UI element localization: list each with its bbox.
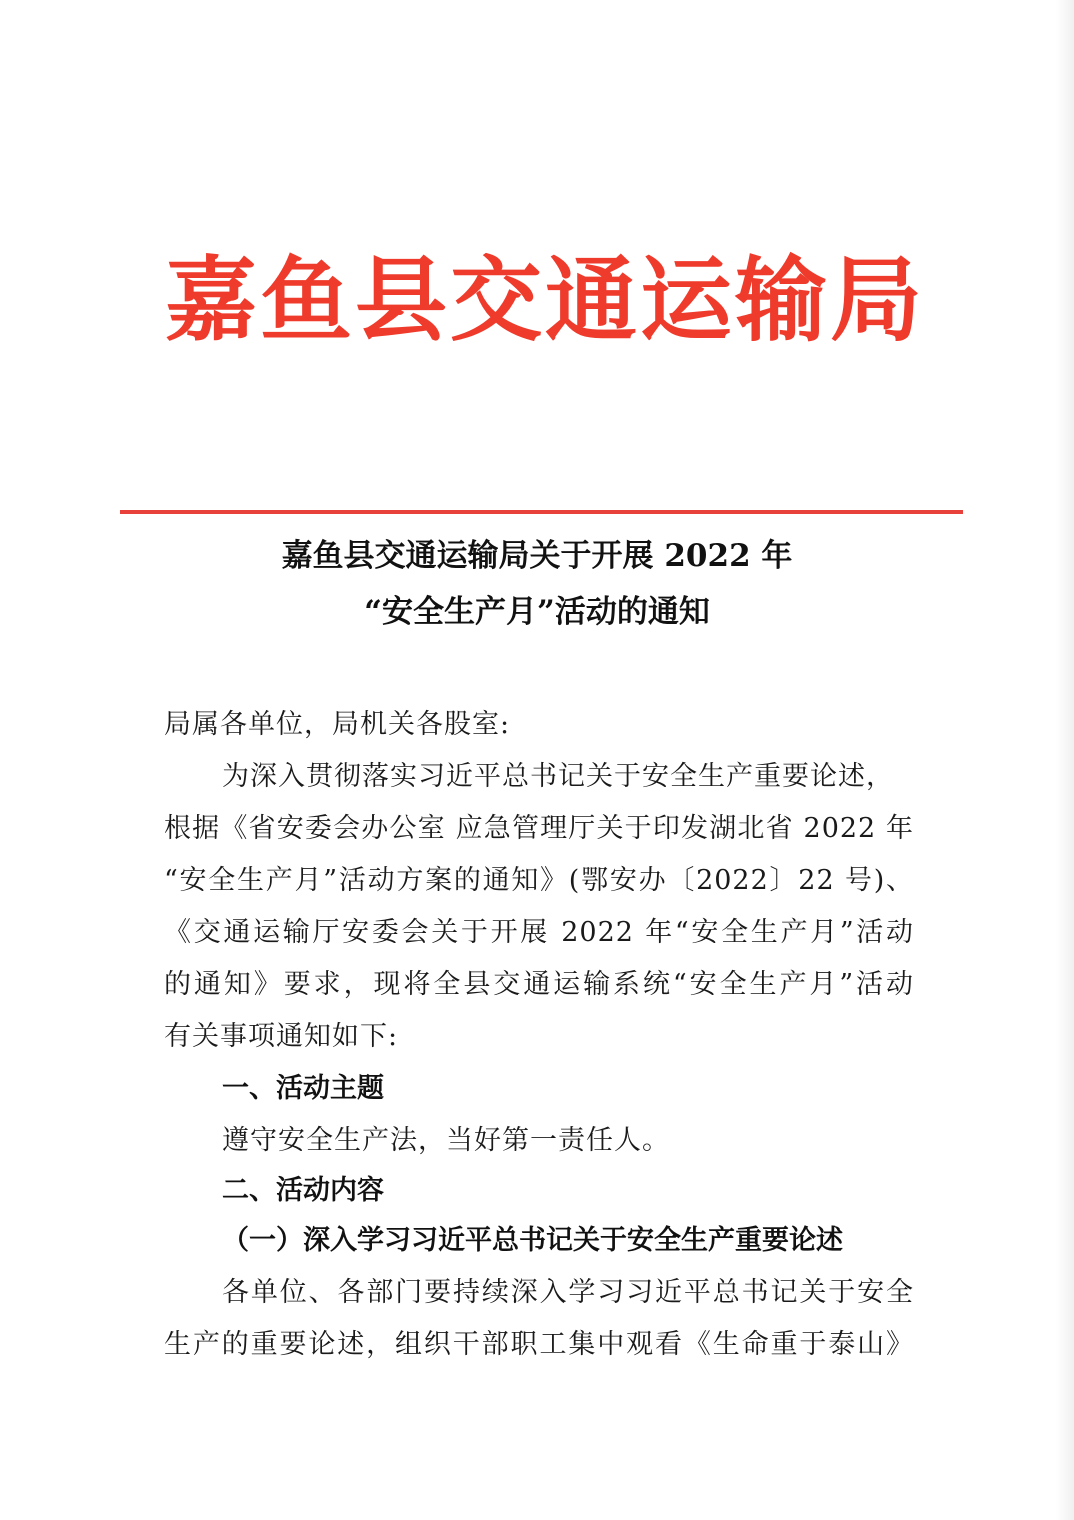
letterhead-red-rule [120,510,963,514]
letterhead-org-name: 嘉鱼县交通运输局 [164,246,925,354]
intro-line-3: “安全生产月”活动方案的通知》(鄂安办〔2022〕22 号)、 [164,865,914,896]
intro-line-1: 为深入贯彻落实习近平总书记关于安全生产重要论述， [222,761,894,792]
intro-line-4: 《交通运输厅安委会关于开展 2022 年“安全生产月”活动 [164,917,914,948]
section-1-heading: 一、活动主题 [222,1073,384,1104]
section-2-heading: 二、活动内容 [222,1175,384,1206]
section-2-sub-1-line-2: 生产的重要论述，组织干部职工集中观看《生命重于泰山》 [164,1329,914,1360]
intro-line-6: 有关事项通知如下: [164,1021,399,1052]
section-2-sub-1-line-1: 各单位、各部门要持续深入学习习近平总书记关于安全 [222,1277,914,1308]
section-2-subheading-1: （一）深入学习习近平总书记关于安全生产重要论述 [222,1225,843,1256]
document-title-line-2: “安全生产月”活动的通知 [364,594,710,630]
intro-line-2: 根据《省安委会办公室 应急管理厅关于印发湖北省 2022 年 [164,813,914,844]
section-1-text: 遵守安全生产法，当好第一责任人。 [222,1125,670,1156]
intro-line-5: 的通知》要求，现将全县交通运输系统“安全生产月”活动 [164,969,914,1000]
document-title-line-1: 嘉鱼县交通运输局关于开展 2022 年 [281,538,793,574]
scan-edge-shadow [1056,0,1074,1520]
salutation: 局属各单位，局机关各股室: [164,709,511,740]
